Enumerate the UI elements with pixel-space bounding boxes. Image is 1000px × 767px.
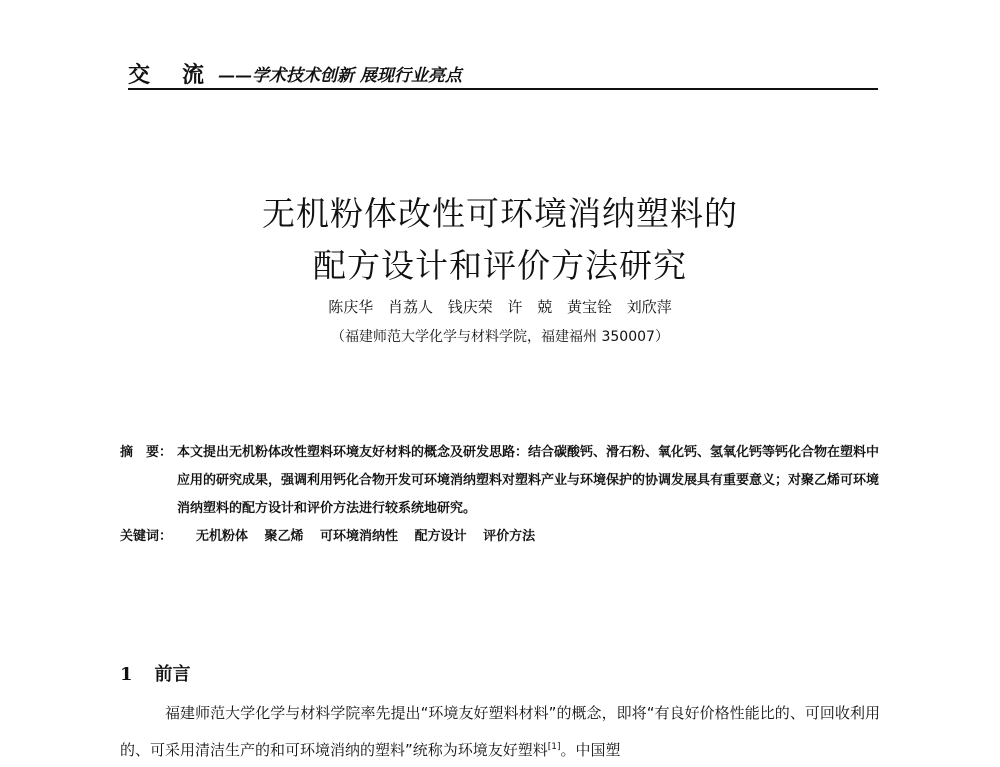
paper-title-line-2: 配方设计和评价方法研究 xyxy=(313,246,687,285)
abstract-text: 本文提出无机粉体改性塑料环境友好材料的概念及研发思路：结合碳酸钙、滑石粉、氧化钙、氢氧化钙等钙化合物在塑料中应用的研究成果，强调利用钙化合物开发可环境消纳塑料对塑料产业与环境保护的协调发展具有重要意义；对聚乙烯可环境消纳塑料的配方设计和评价方法进行较系统地研究。 xyxy=(177,445,880,516)
citation-ref[interactable]: [1] xyxy=(547,742,561,752)
keywords-text: 无机粉体 聚乙烯 可环境消纳性 配方设计 评价方法 xyxy=(196,529,536,544)
section-number: 1 xyxy=(120,664,133,685)
section-title: 前言 xyxy=(154,664,191,685)
header-column-char-1: 交 xyxy=(128,62,151,88)
body-paragraph xyxy=(120,696,880,767)
section-heading xyxy=(120,660,191,686)
abstract-label: 摘 要： xyxy=(120,445,173,460)
paper-title-line-1: 无机粉体改性可环境消纳塑料的 xyxy=(262,194,738,233)
paragraph-text: 福建师范大学化学与材料学院率先提出“环境友好塑料材料”的概念，即将“有良好价格性能比的、可回收利用的、可采用清洁生产的和可环境消纳的塑料”统称为环境友好塑料 xyxy=(120,704,880,759)
affiliation: （福建师范大学化学与材料学院，福建福州 350007） xyxy=(331,329,669,345)
journal-header xyxy=(128,58,878,90)
keywords-label: 关键词： xyxy=(120,529,173,544)
authors: 陈庆华 肖荔人 钱庆荣 许 兢 黄宝铨 刘欣萍 xyxy=(328,298,672,316)
header-slogan: ——学术技术创新 展现行业亮点 xyxy=(218,66,462,86)
header-column-char-2: 流 xyxy=(182,62,205,88)
paragraph-text-continued: 。中国塑 xyxy=(560,741,621,759)
